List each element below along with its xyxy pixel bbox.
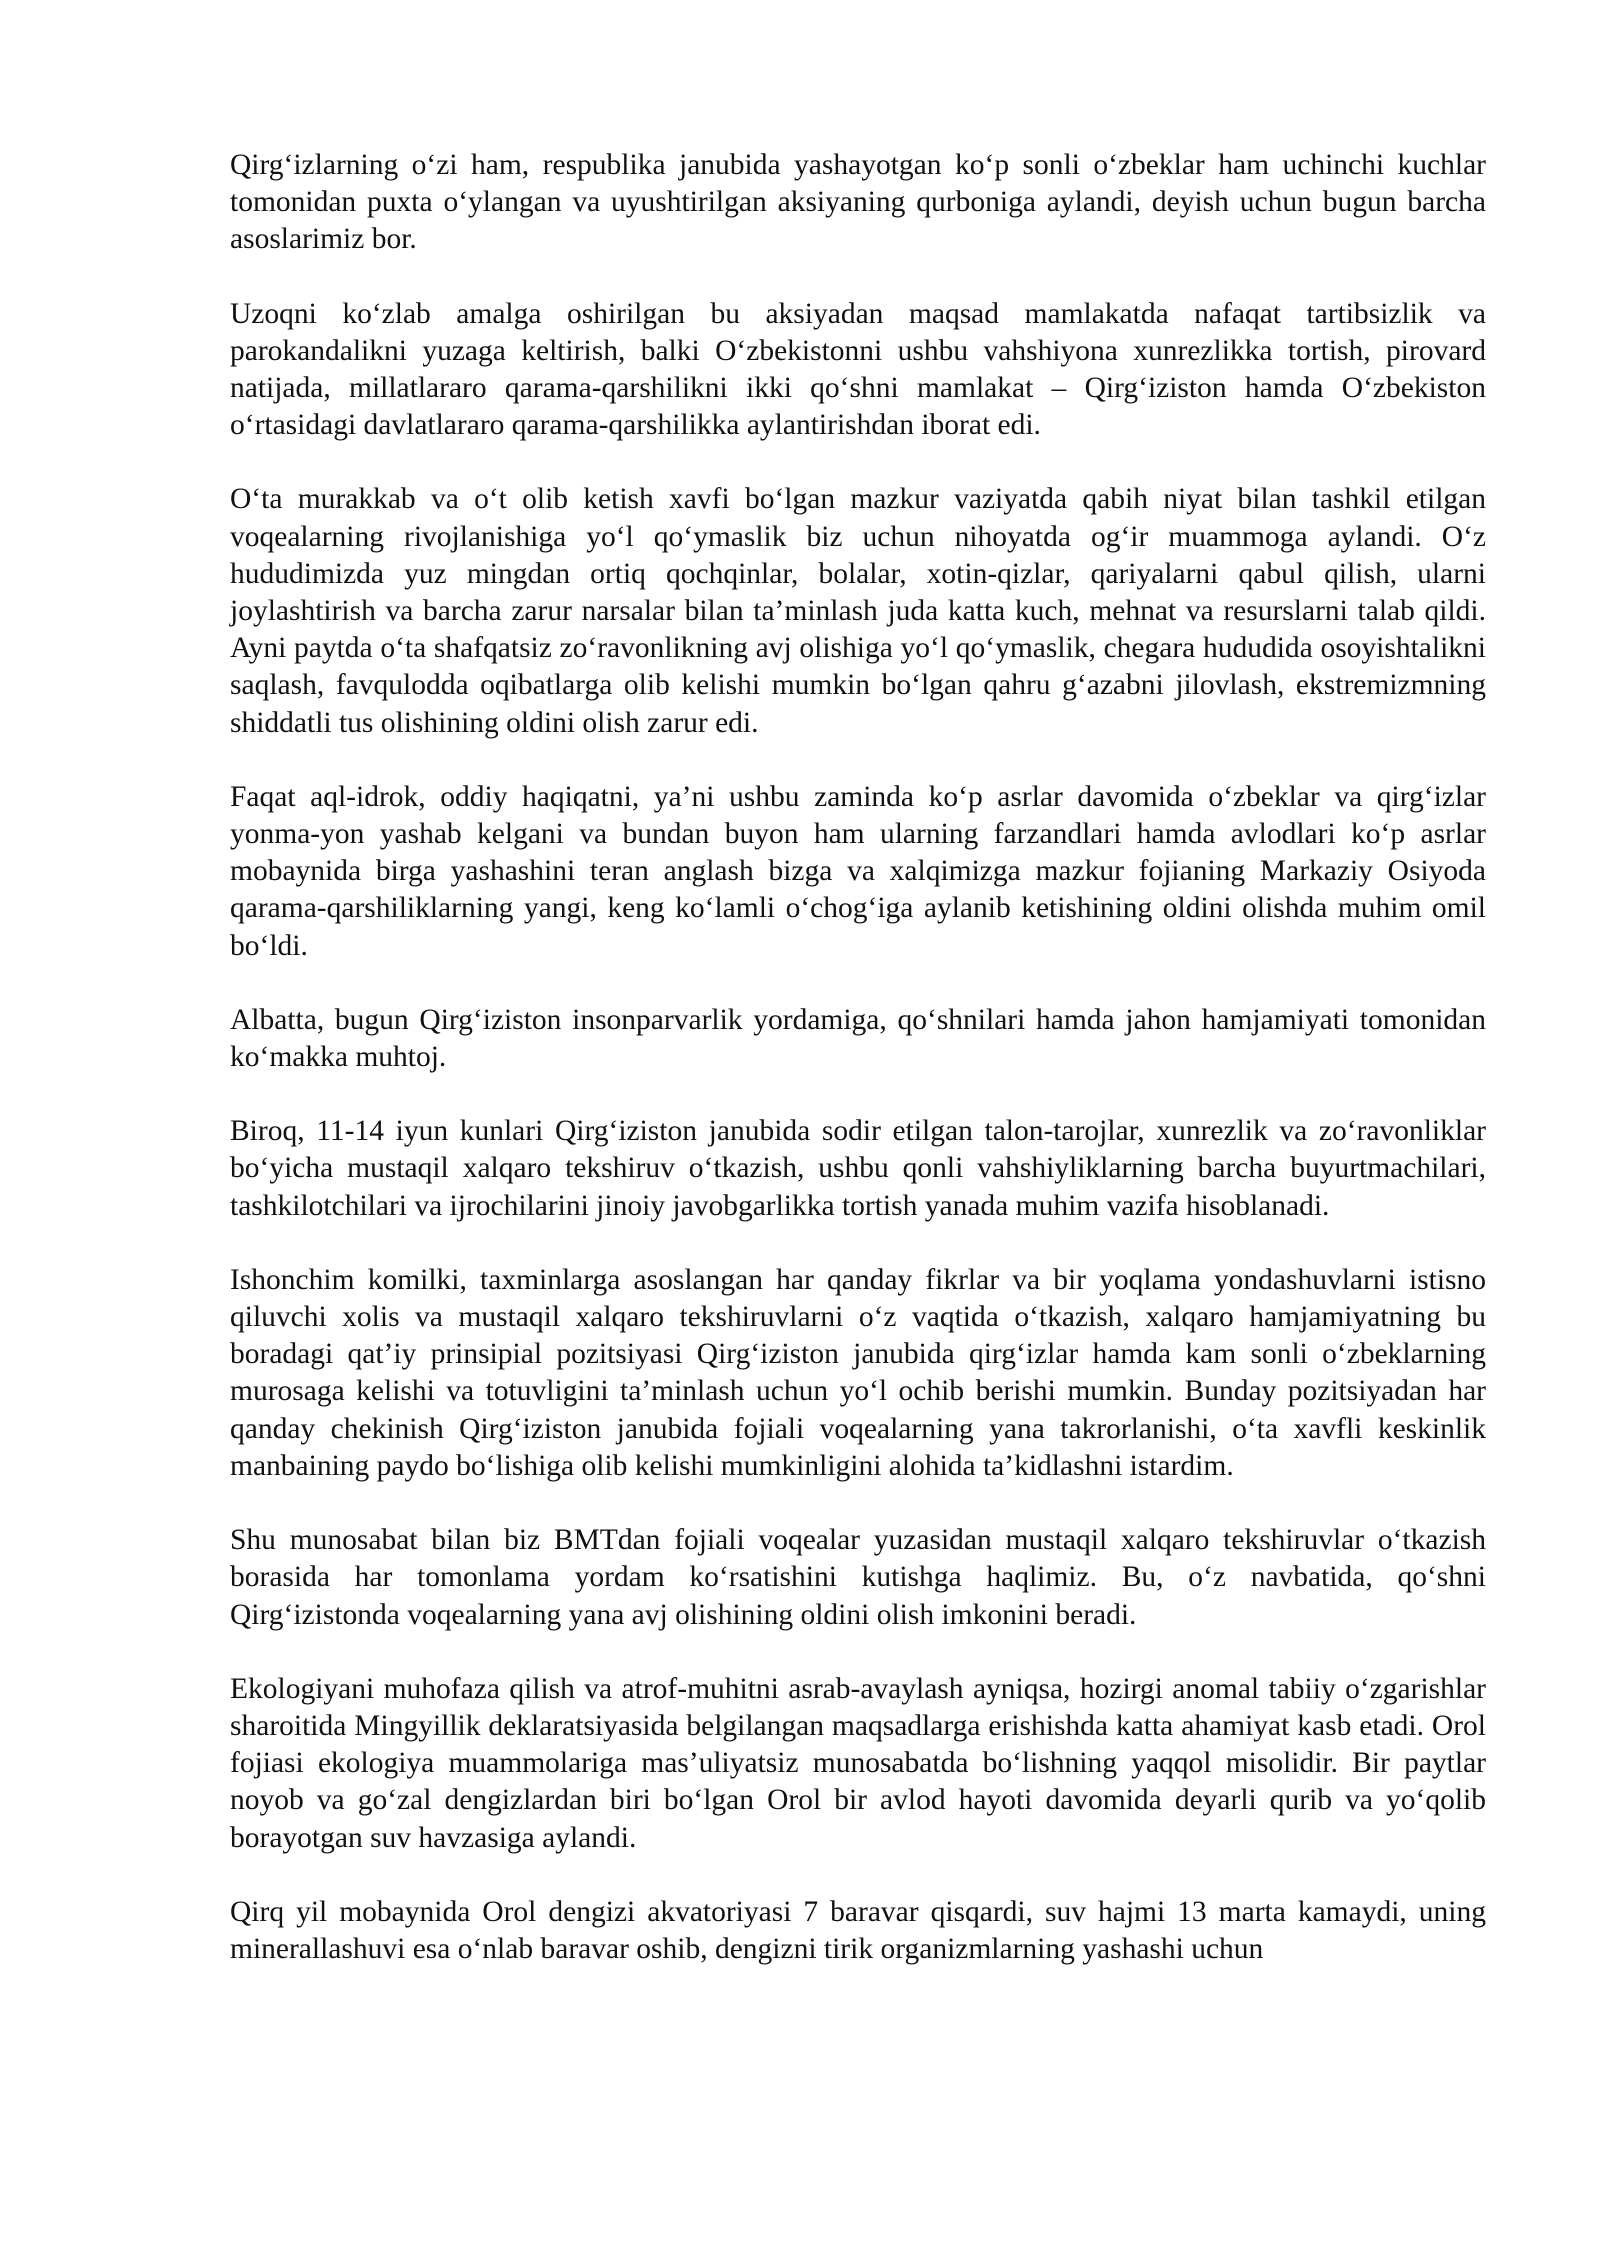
paragraph-3: O‘ta murakkab va o‘t olib ketish xavfi bo‘lgan mazkur vaziyatda qabih niyat bilan tashkil etilgan voqealarning rivojlanishiga yo‘l qo‘ymaslik biz uchun nihoyatda og‘ir muammoga aylandi. O‘z hududimizda yuz mingdan ortiq qochqinlar, bolalar, xotin-qizlar, qariyalarni qabul qilish, ularni joylashtirish va barcha zarur narsalar bilan ta’minlash juda katta kuch, mehnat va resurslarni talab qildi. Ayni paytda o‘ta shafqatsiz zo‘ravonlikning avj olishiga yo‘l qo‘ymaslik, chegara hududida osoyishtalikni saqlash, favqulodda oqibatlarga olib kelishi mumkin bo‘lgan qahru g‘azabni jilovlash, ekstremizmning shiddatli tus olishining oldini olish zarur edi. xyxy=(230,483,1486,739)
paragraph-5: Albatta, bugun Qirg‘iziston insonparvarlik yordamiga, qo‘shnilari hamda jahon hamjamiyati tomonidan ko‘makka muhtoj. xyxy=(230,1003,1486,1074)
paragraph-7: Ishonchim komilki, taxminlarga asoslangan har qanday fikrlar va bir yoqlama yondashuvlarni istisno qiluvchi xolis va mustaqil xalqaro tekshiruvlarni o‘z vaqtida o‘tkazish, xalqaro hamjamiyatning bu boradagi qat’iy prinsipial pozitsiyasi Qirg‘iziston janubida qirg‘izlar hamda kam sonli o‘zbeklarning murosaga kelishi va totuvligini ta’minlash uchun yo‘l ochib berishi mumkin. Bunday pozitsiyadan har qanday chekinish Qirg‘iziston janubida fojiali voqealarning yana takrorlanishi, o‘ta xavfli keskinlik manbaining paydo bo‘lishiga olib kelishi mumkinligini alohida ta’kidlashni istardim. xyxy=(230,1263,1486,1482)
paragraph-1: Qirg‘izlarning o‘zi ham, respublika janubida yashayotgan ko‘p sonli o‘zbeklar ham uchinchi kuchlar tomonidan puxta o‘ylangan va uyushtirilgan aksiyaning qurboniga aylandi, deyish uchun bugun barcha asoslarimiz bor. xyxy=(230,149,1486,256)
paragraph-6: Biroq, 11-14 iyun kunlari Qirg‘iziston janubida sodir etilgan talon-tarojlar, xunrezlik va zo‘ravonliklar bo‘yicha mustaqil xalqaro tekshiruv o‘tkazish, ushbu qonli vahshiyliklarning barcha buyurtmachilari, tashkilotchilari va ijrochilarini jinoiy javobgarlikka tortish yanada muhim vazifa hisoblanadi. xyxy=(230,1115,1486,1222)
paragraph-2: Uzoqni ko‘zlab amalga oshirilgan bu aksiyadan maqsad mamlakatda nafaqat tartibsizlik va parokandalikni yuzaga keltirish, balki O‘zbekistonni ushbu vahshiyona xunrezlikka tortish, pirovard natijada, millatlararo qarama-qarshilikni ikki qo‘shni mamlakat – Qirg‘iziston hamda O‘zbekiston o‘rtasidagi davlatlararo qarama-qarshilikka aylantirishdan iborat edi. xyxy=(230,297,1486,442)
document-page xyxy=(230,147,1486,1968)
paragraph-8: Shu munosabat bilan biz BMTdan fojiali voqealar yuzasidan mustaqil xalqaro tekshiruvlar o‘tkazish borasida har tomonlama yordam ko‘rsatishini kutishga haqlimiz. Bu, o‘z navbatida, qo‘shni Qirg‘izistonda voqealarning yana avj olishining oldini olish imkonini beradi. xyxy=(230,1524,1486,1631)
paragraph-10: Qirq yil mobaynida Orol dengizi akvatoriyasi 7 baravar qisqardi, suv hajmi 13 marta kamaydi, uning minerallashuvi esa o‘nlab baravar oshib, dengizni tirik organizmlarning yashashi uchun xyxy=(230,1895,1486,1965)
paragraph-9: Ekologiyani muhofaza qilish va atrof-muhitni asrab-avaylash ayniqsa, hozirgi anomal tabiiy o‘zgarishlar sharoitida Mingyillik deklaratsiyasida belgilangan maqsadlarga erishishda katta ahamiyat kasb etadi. Orol fojiasi ekologiya muammolariga mas’uliyatsiz munosabatda bo‘lishning yaqqol misolidir. Bir paytlar noyob va go‘zal dengizlardan biri bo‘lgan Orol bir avlod hayoti davomida deyarli qurib va yo‘qolib borayotgan suv havzasiga aylandi. xyxy=(230,1672,1486,1854)
paragraph-4: Faqat aql-idrok, oddiy haqiqatni, ya’ni ushbu zaminda ko‘p asrlar davomida o‘zbeklar va qirg‘izlar yonma-yon yashab kelgani va bundan buyon ham ularning farzandlari hamda avlodlari ko‘p asrlar mobaynida birga yashashini teran anglash bizga va xalqimizga mazkur fojianing Markaziy Osiyoda qarama-qarshiliklarning yangi, keng ko‘lamli o‘chog‘iga aylanib ketishining oldini olishda muhim omil bo‘ldi. xyxy=(230,780,1486,962)
